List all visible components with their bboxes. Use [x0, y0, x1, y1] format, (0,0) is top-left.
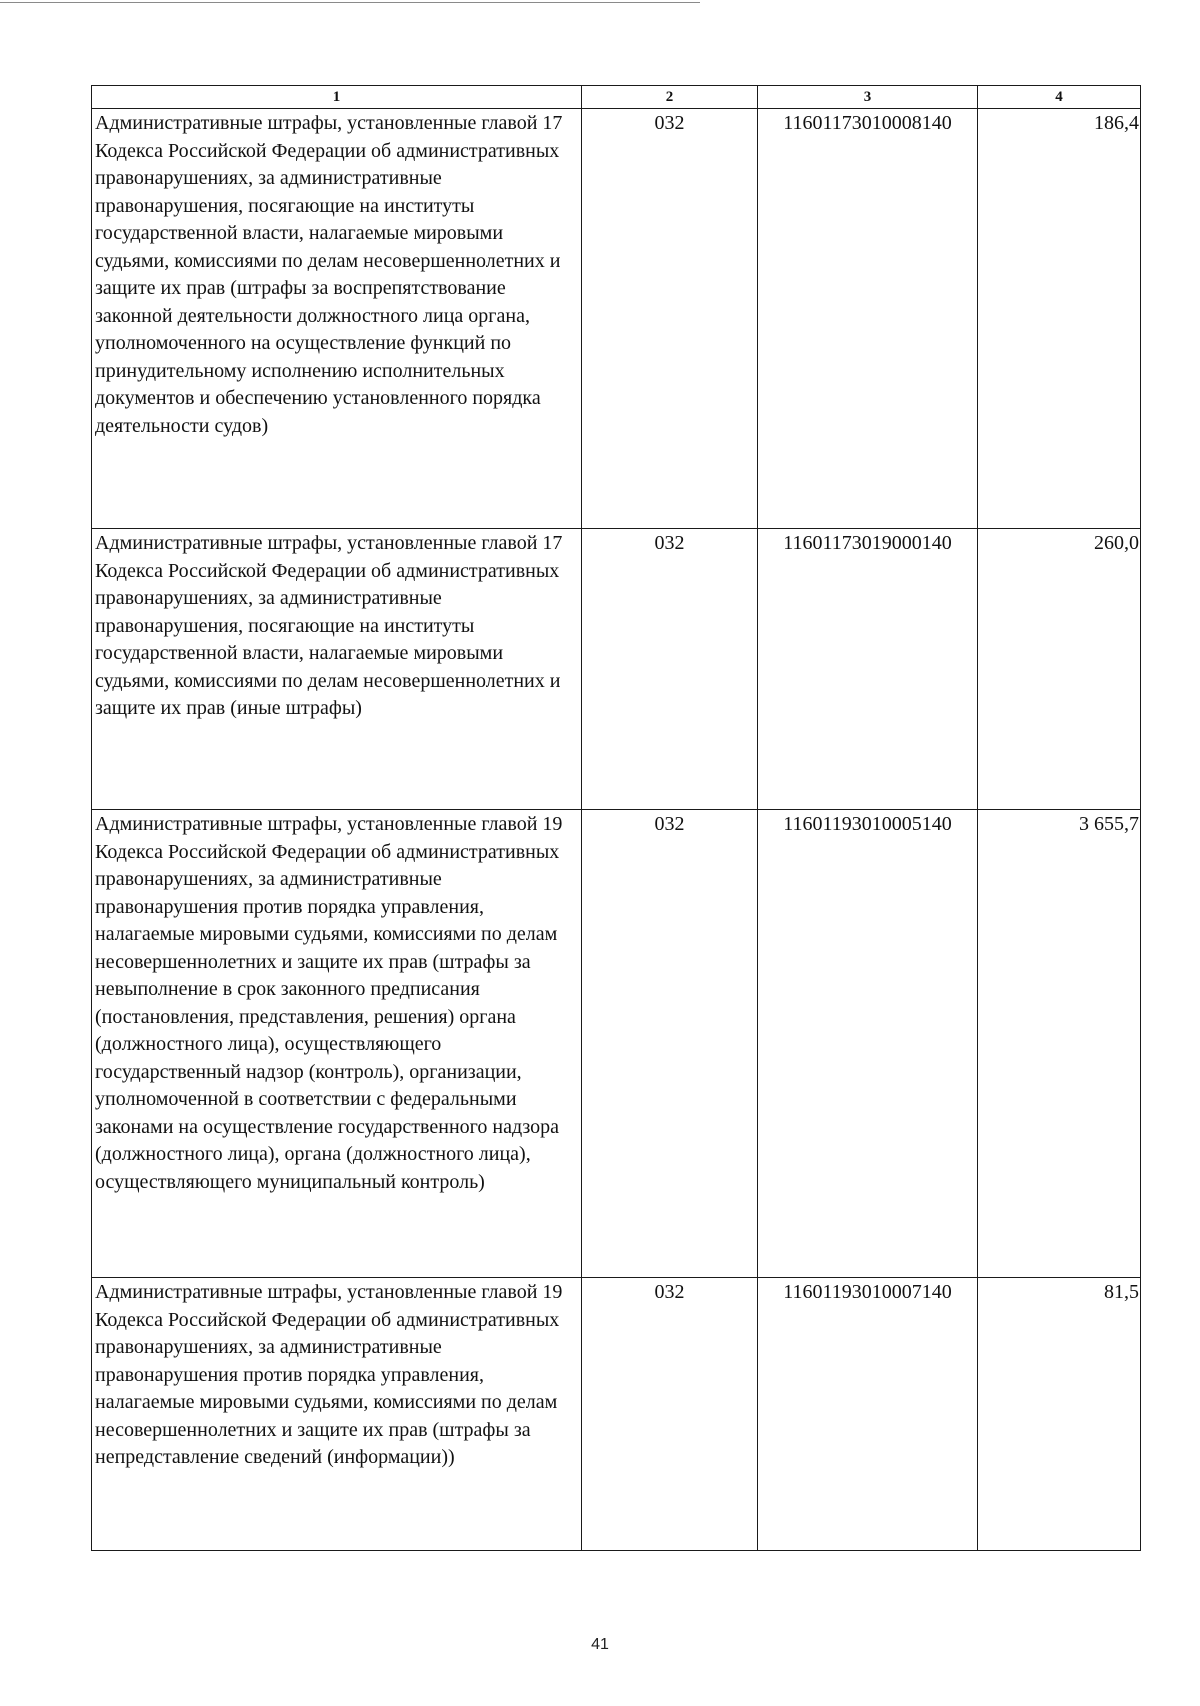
revenue-table [91, 85, 1141, 1551]
page-number: 41 [591, 1636, 609, 1653]
amount-cell: 186,4 [978, 109, 1141, 529]
administrator-code-cell: 032 [582, 810, 758, 1278]
amount-cell: 260,0 [978, 529, 1141, 810]
revenue-name-cell: Административные штрафы, установленные главой 19 Кодекса Российской Федерации об административных правонарушениях, за административные правонарушения против порядка управления, налагаемые мировыми судьями, комиссиями по делам несовершеннолетних и защите их прав (штрафы за непредставление сведений (информации)) [92, 1278, 582, 1551]
table-row [92, 529, 1141, 810]
revenue-name-cell: Административные штрафы, установленные главой 17 Кодекса Российской Федерации об административных правонарушениях, за административные правонарушения, посягающие на институты государственной власти, налагаемые мировыми судьями, комиссиями по делам несовершеннолетних и защите их прав (штрафы за воспрепятствование законной деятельности должностного лица органа, уполномоченного на осуществление функций по принудительному исполнению исполнительных документов и обеспечению установленного порядка деятельности судов) [92, 109, 582, 529]
table-row [92, 1278, 1141, 1551]
column-header-4: 4 [978, 86, 1141, 109]
administrator-code-cell: 032 [582, 109, 758, 529]
column-header-3: 3 [758, 86, 978, 109]
administrator-code-cell: 032 [582, 1278, 758, 1551]
amount-cell: 3 655,7 [978, 810, 1141, 1278]
budget-classification-code-cell: 11601193010005140 [758, 810, 978, 1278]
column-header-2: 2 [582, 86, 758, 109]
column-header-1: 1 [92, 86, 582, 109]
budget-classification-code-cell: 11601193010007140 [758, 1278, 978, 1551]
table-header-row [92, 86, 1141, 109]
revenue-name-cell: Административные штрафы, установленные главой 17 Кодекса Российской Федерации об административных правонарушениях, за административные правонарушения, посягающие на институты государственной власти, налагаемые мировыми судьями, комиссиями по делам несовершеннолетних и защите их прав (иные штрафы) [92, 529, 582, 810]
revenue-name-cell: Административные штрафы, установленные главой 19 Кодекса Российской Федерации об административных правонарушениях, за административные правонарушения против порядка управления, налагаемые мировыми судьями, комиссиями по делам несовершеннолетних и защите их прав (штрафы за невыполнение в срок законного предписания (постановления, представления, решения) органа (должностного лица), осуществляющего государственный надзор (контроль), организации, уполномоченной в соответствии с федеральными законами на осуществление государственного надзора (должностного лица), органа (должностного лица), осуществляющего муниципальный контроль) [92, 810, 582, 1278]
amount-cell: 81,5 [978, 1278, 1141, 1551]
table-row [92, 109, 1141, 529]
table-row [92, 810, 1141, 1278]
budget-classification-code-cell: 11601173019000140 [758, 529, 978, 810]
top-edge-rule [0, 2, 700, 3]
budget-classification-code-cell: 11601173010008140 [758, 109, 978, 529]
administrator-code-cell: 032 [582, 529, 758, 810]
